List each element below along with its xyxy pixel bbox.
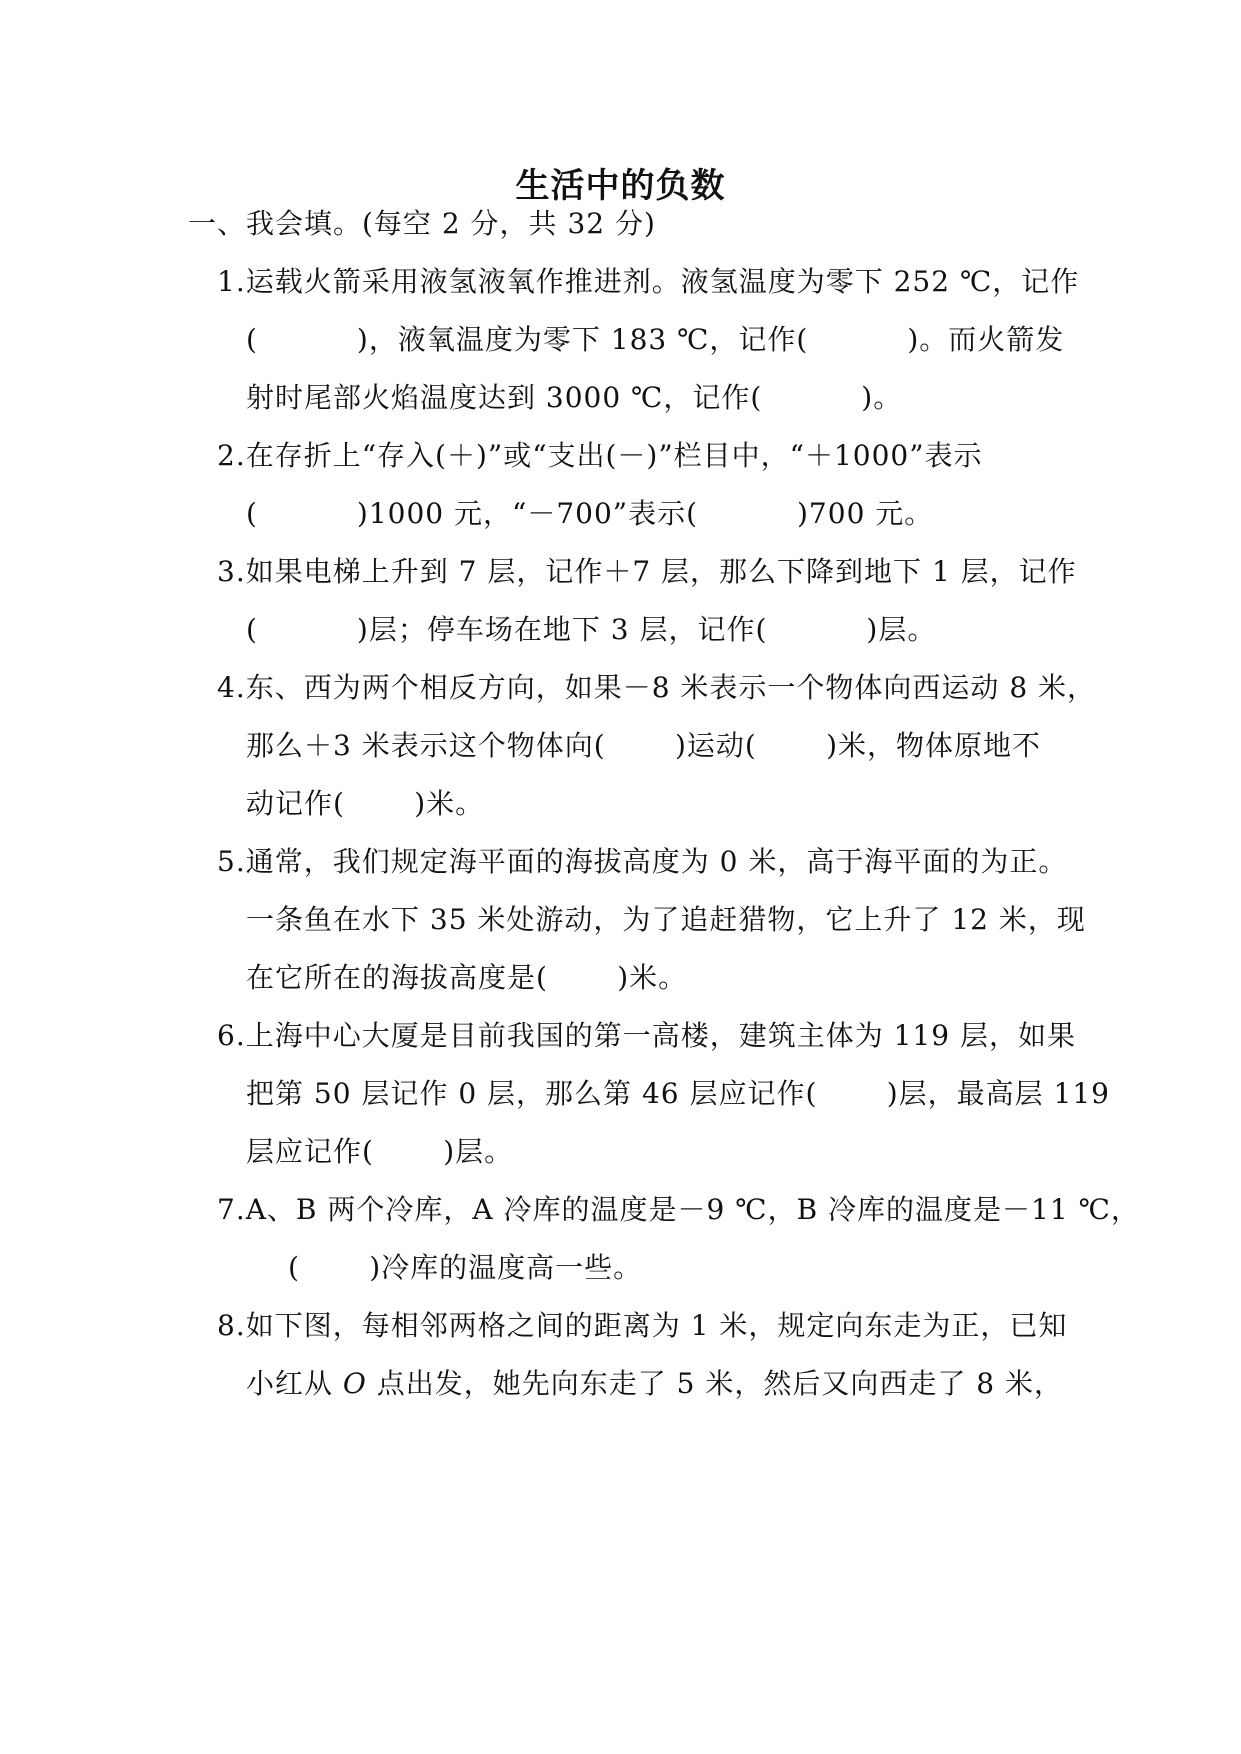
- question-4-line-2: 那么＋3 米表示这个物体向( )运动( )米，物体原地不: [246, 729, 1042, 762]
- question-4-line-1: 4.东、西为两个相反方向，如果－8 米表示一个物体向西运动 8 米，: [217, 671, 1097, 704]
- question-1-line-3: 射时尾部火焰温度达到 3000 ℃，记作( )。: [246, 381, 903, 414]
- question-1-line-2: ( )，液氧温度为零下 183 ℃，记作( )。而火箭发: [246, 323, 1065, 356]
- question-3-line-2: ( )层；停车场在地下 3 层，记作( )层。: [246, 613, 937, 646]
- question-6-line-3: 层应记作( )层。: [246, 1135, 514, 1168]
- question-8-line-2-prefix: 小红从: [246, 1367, 343, 1400]
- question-2-line-2: ( )1000 元，“－700”表示( )700 元。: [246, 497, 934, 530]
- question-5-line-3: 在它所在的海拔高度是( )米。: [246, 961, 688, 994]
- question-4-line-3: 动记作( )米。: [246, 787, 485, 820]
- question-1-line-1: 1.运载火箭采用液氢液氧作推进剂。液氢温度为零下 252 ℃，记作: [217, 265, 1080, 298]
- question-5-line-1: 5.通常，我们规定海平面的海拔高度为 0 米，高于海平面的为正。: [217, 845, 1068, 878]
- point-o-label: O: [342, 1367, 367, 1400]
- question-8-line-2-suffix: 点出发，她先向东走了 5 米，然后又向西走了 8 米，: [366, 1367, 1064, 1400]
- question-7-line-1: 7.A、B 两个冷库，A 冷库的温度是－9 ℃，B 冷库的温度是－11 ℃，: [217, 1193, 1140, 1226]
- question-2-line-1: 2.在存折上“存入(＋)”或“支出(－)”栏目中，“＋1000”表示: [217, 439, 983, 472]
- question-6-line-2: 把第 50 层记作 0 层，那么第 46 层应记作( )层，最高层 119: [246, 1077, 1110, 1110]
- page-title: 生活中的负数: [515, 166, 726, 206]
- question-8-line-2: [246, 1366, 1063, 1402]
- question-5-line-2: 一条鱼在水下 35 米处游动，为了追赶猎物，它上升了 12 米，现: [246, 903, 1086, 936]
- question-7-line-2: ( )冷库的温度高一些。: [288, 1251, 643, 1284]
- question-6-line-1: 6.上海中心大厦是目前我国的第一高楼，建筑主体为 119 层，如果: [217, 1019, 1076, 1052]
- question-8-line-1: 8.如下图，每相邻两格之间的距离为 1 米，规定向东走为正，已知: [217, 1309, 1068, 1342]
- question-3-line-1: 3.如果电梯上升到 7 层，记作＋7 层，那么下降到地下 1 层，记作: [217, 555, 1077, 588]
- section-heading: 一、我会填。(每空 2 分，共 32 分): [188, 207, 656, 240]
